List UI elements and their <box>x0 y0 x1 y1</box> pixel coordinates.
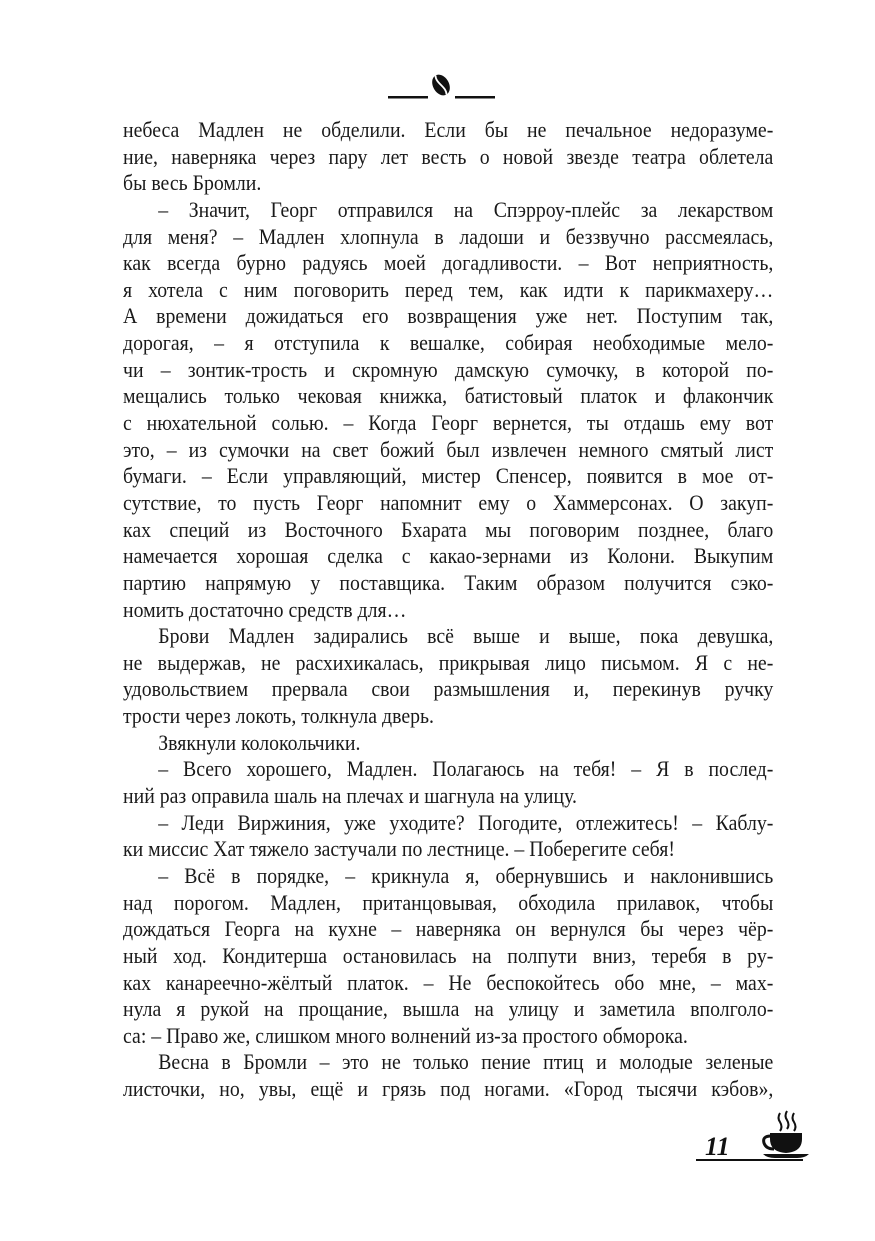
header-rule-left <box>388 96 428 99</box>
text-line: небеса Мадлен не обделили. Если бы не печальное недоразуме- <box>123 117 774 142</box>
text-line: номить достаточно средств для… <box>123 596 407 622</box>
text-line: са: – Право же, слишком много волнений из-за простого обморока. <box>123 1022 688 1048</box>
page-number: 11 <box>705 1132 730 1161</box>
text-line: Брови Мадлен задирались всё выше и выше, пока девушка, <box>158 623 774 649</box>
text-line: ках специй из Восточного Бхарата мы поговорим позднее, благо <box>123 516 774 542</box>
text-line: я хотела с ним поговорить перед тем, как идти к парикмахеру… <box>123 276 774 302</box>
text-line: Весна в Бромли – это не только пение птиц и молодые зеленые <box>158 1049 774 1075</box>
text-line: сутствие, то пусть Георг напомнит ему о Хаммерсонах. О закуп- <box>123 489 774 515</box>
text-line: как всегда бурно радуясь моей догадливости. – Вот неприятность, <box>123 250 774 276</box>
text-line: листочки, но, увы, ещё и грязь под ногами. «Город тысячи кэбов», <box>123 1076 774 1102</box>
text-line: бумаги. – Если управляющий, мистер Спенсер, появится в мое от- <box>123 463 774 489</box>
text-line: чи – зонтик-трость и скромную дамскую сумочку, в которой по- <box>123 356 774 382</box>
text-line: – Леди Виржиния, уже уходите? Погодите, отлежитесь! – Каблу- <box>158 809 774 835</box>
text-line: ние, наверняка через пару лет весть о новой звезде театра облетела <box>123 143 774 169</box>
text-line: ках канареечно-жёлтый платок. – Не беспокойтесь обо мне, – мах- <box>123 969 774 995</box>
text-line: дорогая, – я отступила к вешалке, собирая необходимые мело- <box>123 330 774 356</box>
text-line: не выдержав, не расхихикалась, прикрывая лицо письмом. Я с не- <box>123 649 774 675</box>
text-line: это, – из сумочки на свет божий был извлечен немного смятый лист <box>123 436 774 462</box>
text-line: мещались только чековая книжка, батистовый платок и флакончик <box>123 383 774 409</box>
text-line: нула я рукой на прощание, вышла на улицу и заметила вполголо- <box>123 996 774 1022</box>
text-line: с нюхательной солью. – Когда Георг вернется, ты отдашь ему вот <box>123 410 774 436</box>
text-line: ки миссис Хат тяжело застучали по лестнице. – Поберегите себя! <box>123 836 675 862</box>
text-line: дождаться Георга на кухне – наверняка он вернулся бы через чёр- <box>123 916 774 942</box>
text-line: для меня? – Мадлен хлопнула в ладоши и беззвучно рассмеялась, <box>123 223 774 249</box>
text-line: ный ход. Кондитерша остановилась на полпути вниз, теребя в ру- <box>123 942 774 968</box>
page-body-text <box>123 117 773 1103</box>
header-rule-right <box>455 96 495 99</box>
text-line: бы весь Бромли. <box>123 170 262 196</box>
text-line: партию напрямую у поставщика. Таким образом получится сэко- <box>123 569 774 595</box>
text-line: ний раз оправила шаль на плечах и шагнула на улицу. <box>123 783 577 809</box>
text-line: – Всё в порядке, – крикнула я, обернувшись и наклонившись <box>158 862 774 888</box>
text-line: над порогом. Мадлен, пританцовывая, обходила прилавок, чтобы <box>123 889 774 915</box>
text-line: – Всего хорошего, Мадлен. Полагаюсь на тебя! – Я в послед- <box>158 756 774 782</box>
coffee-cup-icon <box>763 1111 809 1158</box>
header-ornament <box>388 71 495 98</box>
text-line: Звякнули колокольчики. <box>158 729 361 755</box>
text-line: удовольствием прервала свои размышления и, перекинув ручку <box>123 676 774 702</box>
text-line: намечается хорошая сделка с какао-зернами из Колони. Выкупим <box>123 543 774 569</box>
text-line: – Значит, Георг отправился на Спэрроу-плейс за лекарством <box>158 196 774 222</box>
text-line: А времени дожидаться его возвращения уже нет. Поступим так, <box>123 303 774 329</box>
text-line: трости через локоть, толкнула дверь. <box>123 703 434 729</box>
coffee-bean-icon <box>429 71 454 98</box>
